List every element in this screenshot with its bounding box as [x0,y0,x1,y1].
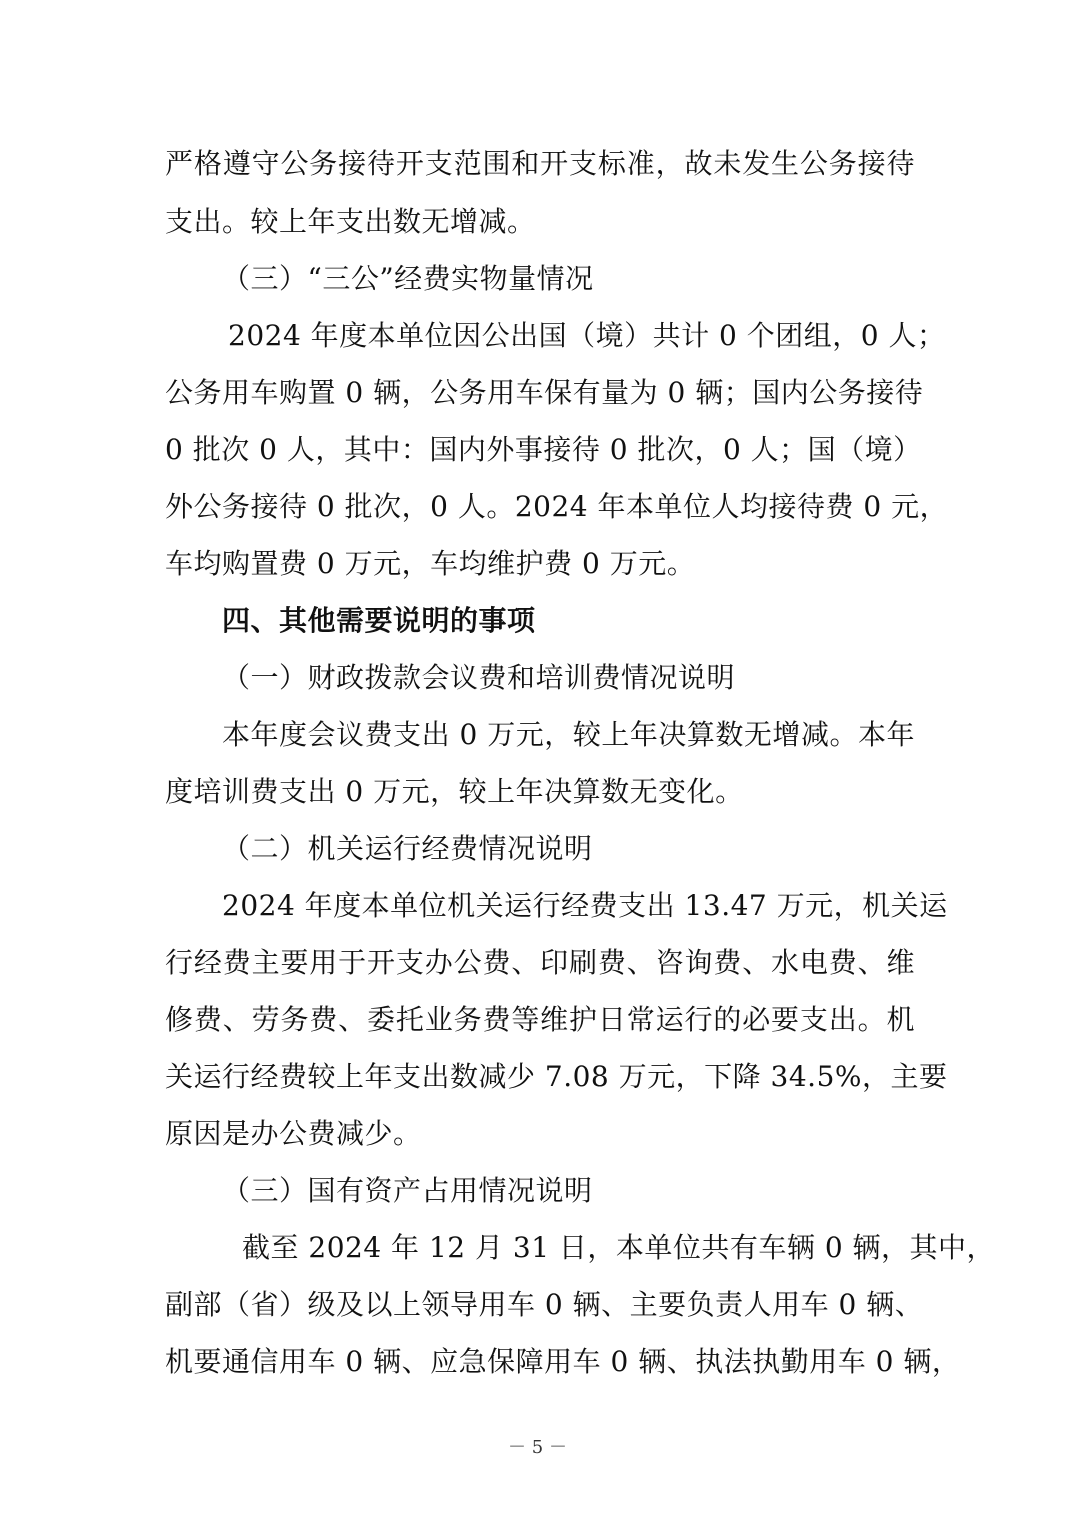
page-number: － 5 － [508,1437,567,1458]
body-line: 外公务接待 0 批次，0 人。2024 年本单位人均接待费 0 元， [165,490,949,523]
body-line: 严格遵守公务接待开支范围和开支标准，故未发生公务接待 [165,147,915,180]
body-line: 0 批次 0 人，其中：国内外事接待 0 批次，0 人；国（境） [165,433,922,466]
section-heading: 四、其他需要说明的事项 [222,604,536,637]
body-line: 截至 2024 年 12 月 31 日，本单位共有车辆 0 辆，其中， [242,1231,996,1264]
body-line: 原因是办公费减少。 [165,1117,422,1150]
body-line: 修费、劳务费、委托业务费等维护日常运行的必要支出。机 [165,1003,915,1036]
subsection-heading: （三）“三公”经费实物量情况 [222,262,594,295]
body-line: 车均购置费 0 万元，车均维护费 0 万元。 [165,547,696,580]
subsection-heading: （三）国有资产占用情况说明 [222,1174,593,1207]
body-line: 本年度会议费支出 0 万元，较上年决算数无增减。本年 [222,718,915,751]
body-line: 支出。较上年支出数无增减。 [165,205,536,238]
body-line: 2024 年度本单位因公出国（境）共计 0 个团组，0 人； [228,319,946,352]
body-line: 副部（省）级及以上领导用车 0 辆、主要负责人用车 0 辆、 [165,1288,924,1321]
subsection-heading: （一）财政拨款会议费和培训费情况说明 [222,661,736,694]
body-line: 度培训费支出 0 万元，较上年决算数无变化。 [165,775,744,808]
body-line: 2024 年度本单位机关运行经费支出 13.47 万元，机关运 [222,889,948,922]
body-line: 关运行经费较上年支出数减少 7.08 万元，下降 34.5%，主要 [165,1060,948,1093]
body-line: 机要通信用车 0 辆、应急保障用车 0 辆、执法执勤用车 0 辆， [165,1345,961,1378]
subsection-heading: （二）机关运行经费情况说明 [222,832,593,865]
body-line: 行经费主要用于开支办公费、印刷费、咨询费、水电费、维 [165,946,915,979]
body-line: 公务用车购置 0 辆，公务用车保有量为 0 辆；国内公务接待 [165,376,924,409]
